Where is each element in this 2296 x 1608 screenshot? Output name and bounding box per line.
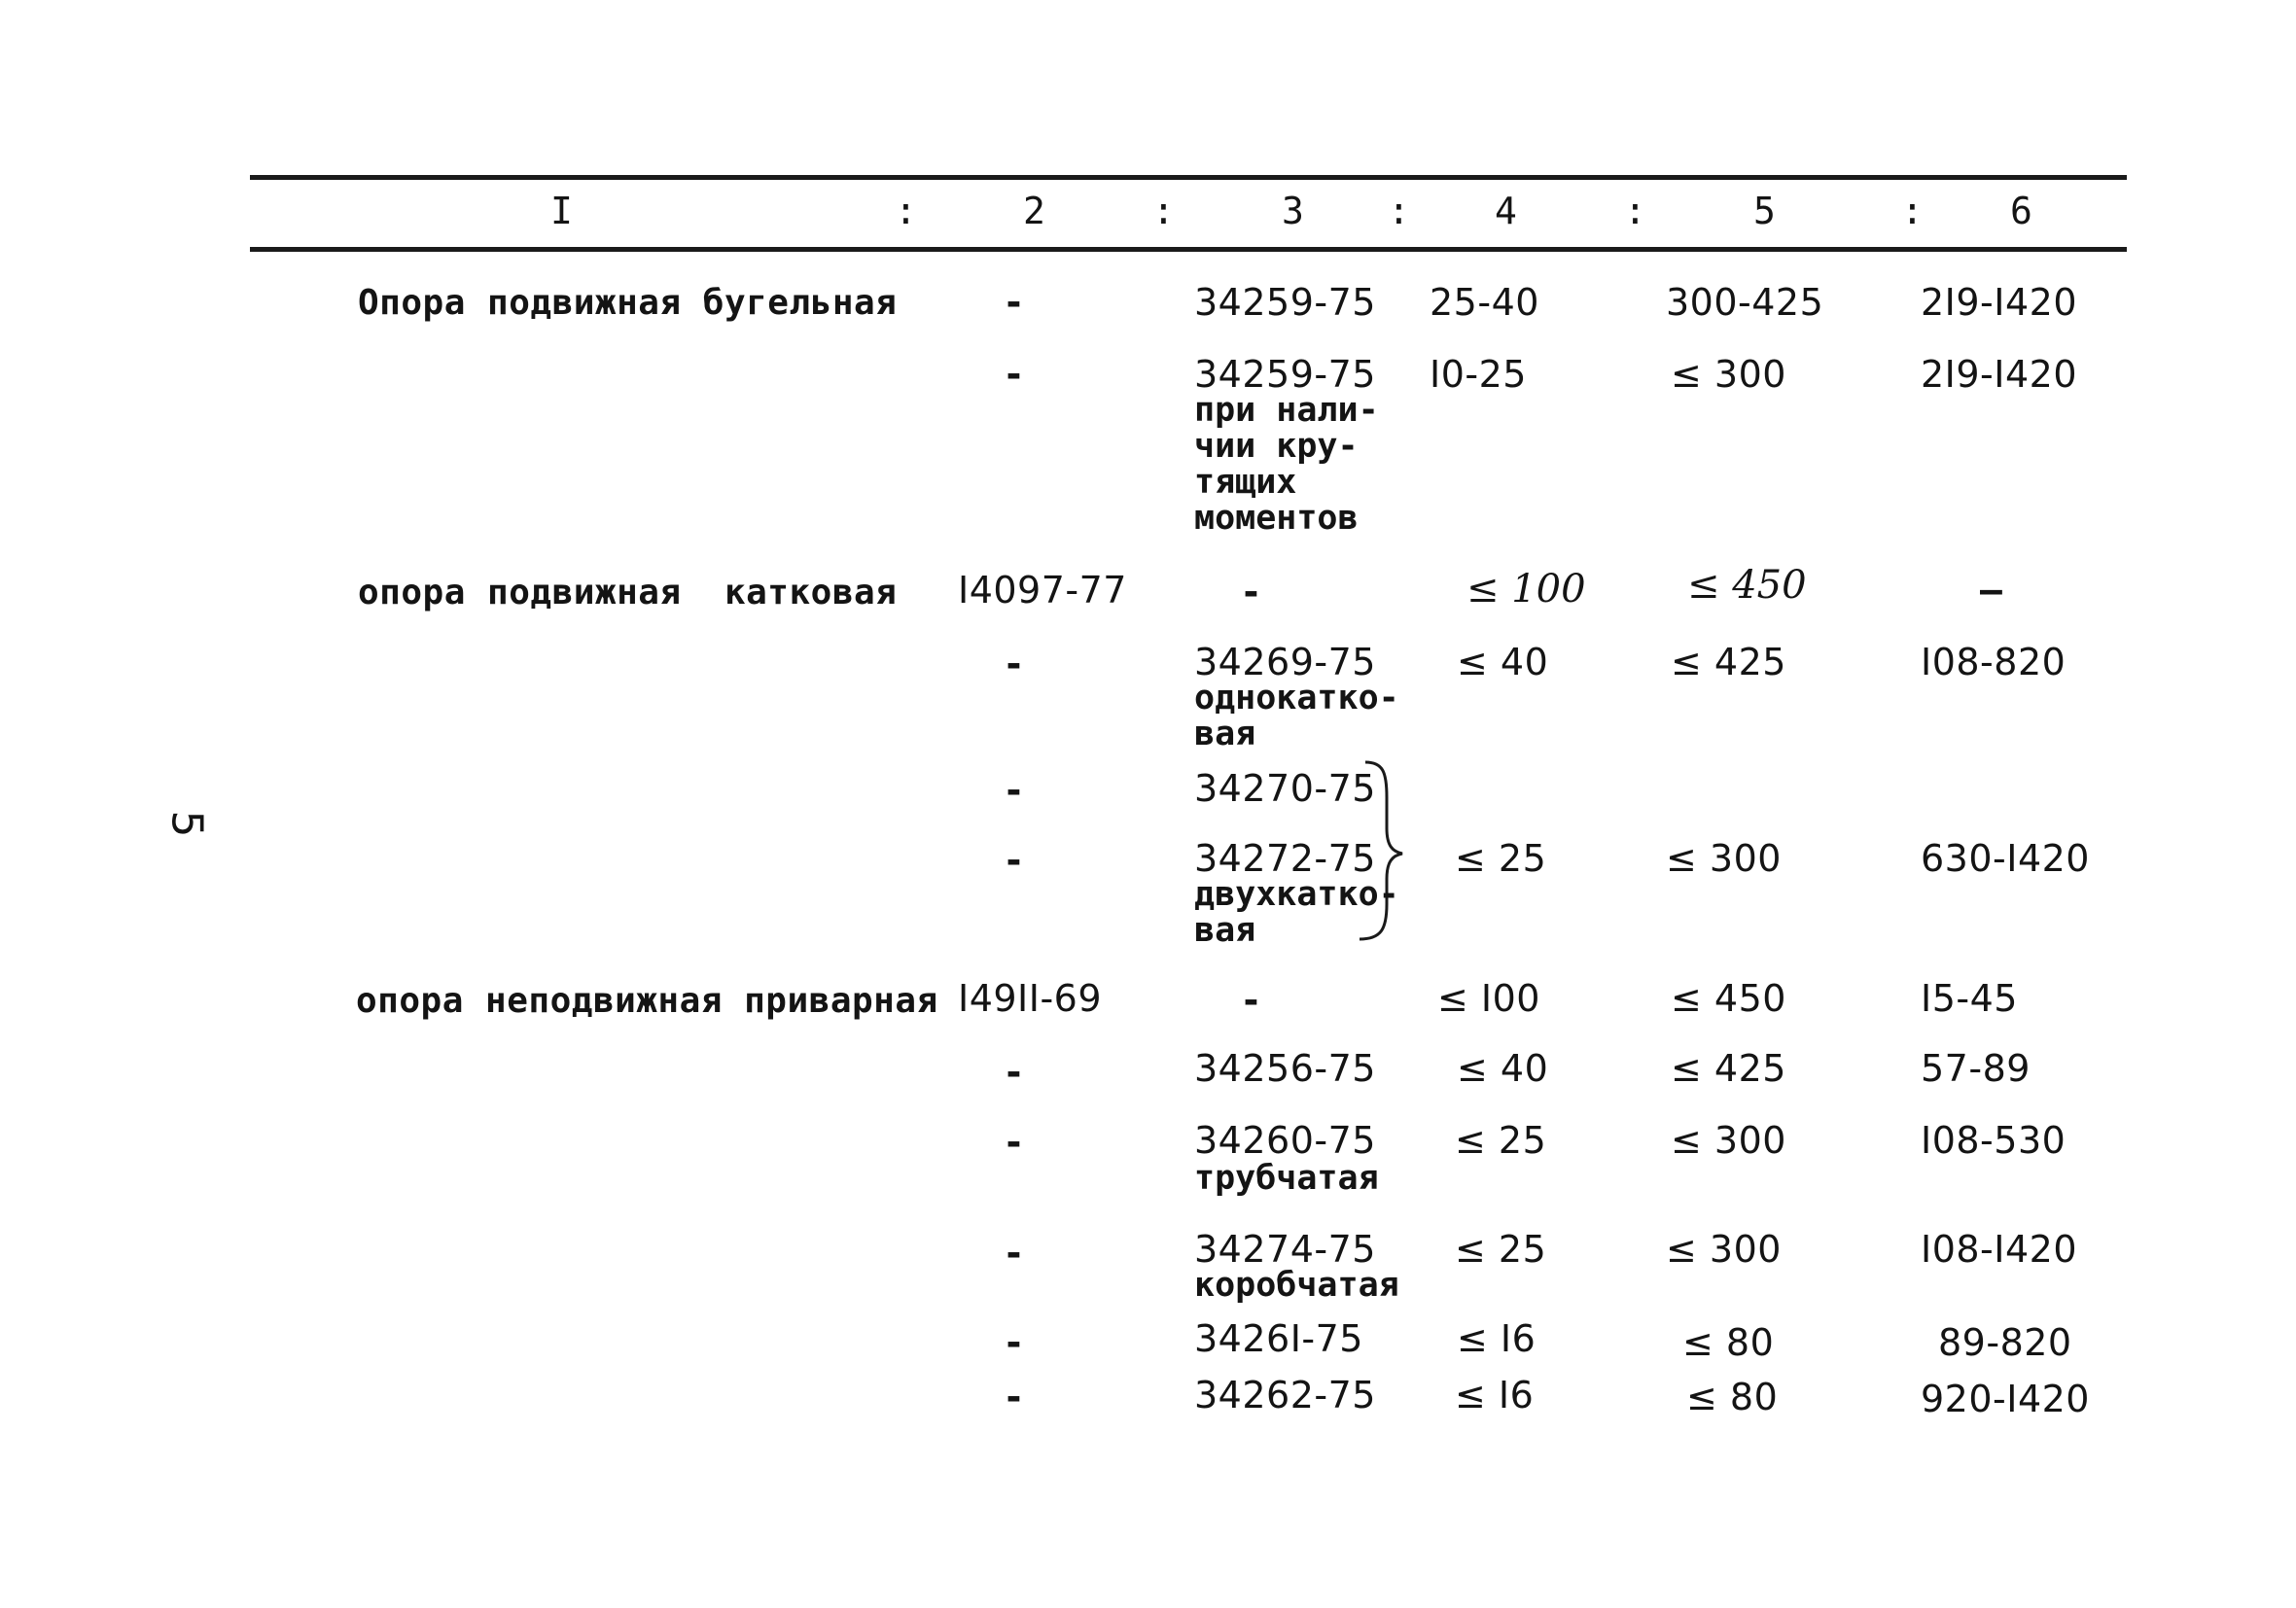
col3-code: 34270-75 bbox=[1194, 767, 1376, 810]
col4-value: ≤ 40 bbox=[1457, 641, 1549, 683]
col3-code: 34262-75 bbox=[1194, 1374, 1376, 1416]
col3-note: однокатко- вая bbox=[1194, 679, 1399, 753]
col4-value: ≤ 25 bbox=[1455, 1228, 1547, 1271]
header-separator: : bbox=[1152, 190, 1175, 232]
col6-value: 630-I420 bbox=[1921, 837, 2090, 880]
col6-value: — bbox=[1980, 569, 2002, 612]
col2-value: I4097-77 bbox=[958, 569, 1127, 612]
col6-value: 920-I420 bbox=[1921, 1378, 2090, 1420]
support-type-name: опора подвижная катковая bbox=[358, 573, 898, 612]
col2-value: - bbox=[1003, 281, 1025, 324]
header-col-1: I bbox=[550, 190, 573, 232]
col5-value: ≤ 80 bbox=[1682, 1321, 1775, 1364]
col2-value: - bbox=[1003, 353, 1025, 396]
header-separator: : bbox=[895, 190, 917, 232]
table-top-rule bbox=[250, 175, 2127, 180]
col6-value: 89-820 bbox=[1938, 1321, 2072, 1364]
col3-note: двухкатко- вая bbox=[1194, 875, 1399, 950]
col6-value: 57-89 bbox=[1921, 1047, 2031, 1090]
col5-value: ≤ 300 bbox=[1666, 1228, 1782, 1271]
col5-value: ≤ 425 bbox=[1671, 641, 1786, 683]
table-header-rule bbox=[250, 247, 2127, 252]
col4-value: ≤ I6 bbox=[1455, 1374, 1535, 1416]
col3-note: при нали- чии кру- тящих моментов bbox=[1194, 391, 1379, 538]
col5-value: ≤ 425 bbox=[1671, 1047, 1786, 1090]
col3-code: 34256-75 bbox=[1194, 1047, 1376, 1090]
col4-value: 25-40 bbox=[1430, 281, 1539, 324]
header-col-3: 3 bbox=[1282, 190, 1304, 232]
col6-value: 2I9-I420 bbox=[1921, 281, 2078, 324]
col4-value: ≤ 25 bbox=[1455, 837, 1547, 880]
support-type-name: опора неподвижная приварная bbox=[356, 981, 938, 1021]
col3-code: 34260-75 bbox=[1194, 1119, 1376, 1162]
col2-value: - bbox=[1003, 643, 1025, 685]
col3-code: 34269-75 bbox=[1194, 641, 1376, 683]
col3-note: трубчатая bbox=[1194, 1159, 1379, 1198]
col4-value: ≤ 100 bbox=[1466, 567, 1586, 612]
col6-value: I08-530 bbox=[1921, 1119, 2066, 1162]
col5-value: ≤ 80 bbox=[1686, 1376, 1779, 1418]
col2-value: - bbox=[1003, 769, 1025, 812]
col3-code: - bbox=[1240, 979, 1262, 1022]
col2-value: - bbox=[1003, 1376, 1025, 1418]
header-col-4: 4 bbox=[1495, 190, 1517, 232]
col5-value: 300-425 bbox=[1666, 281, 1824, 324]
header-separator: : bbox=[1901, 190, 1924, 232]
col3-code: - bbox=[1240, 571, 1262, 613]
header-col-6: 6 bbox=[2010, 190, 2032, 232]
header-separator: : bbox=[1388, 190, 1410, 232]
col2-value: - bbox=[1003, 1121, 1025, 1164]
header-col-2: 2 bbox=[1023, 190, 1045, 232]
col3-code: 34259-75 bbox=[1194, 353, 1376, 396]
header-separator: : bbox=[1624, 190, 1646, 232]
col5-value: ≤ 300 bbox=[1666, 837, 1782, 880]
header-col-5: 5 bbox=[1753, 190, 1776, 232]
col5-value: ≤ 300 bbox=[1671, 353, 1786, 396]
col5-value: ≤ 300 bbox=[1671, 1119, 1786, 1162]
col4-value: ≤ I6 bbox=[1457, 1317, 1537, 1360]
col3-code: 34272-75 bbox=[1194, 837, 1376, 880]
support-type-name: Опора подвижная бугельная bbox=[358, 283, 898, 323]
col2-value: - bbox=[1003, 1051, 1025, 1094]
col6-value: 2I9-I420 bbox=[1921, 353, 2078, 396]
col3-code: 34259-75 bbox=[1194, 281, 1376, 324]
col5-value: ≤ 450 bbox=[1671, 977, 1786, 1020]
col5-value: ≤ 450 bbox=[1687, 563, 1807, 608]
col3-code: 3426I-75 bbox=[1194, 1317, 1363, 1360]
col6-value: I08-I420 bbox=[1921, 1228, 2078, 1271]
col4-value: ≤ 25 bbox=[1455, 1119, 1547, 1162]
col2-value: - bbox=[1003, 1232, 1025, 1275]
page-number: 5 bbox=[161, 810, 212, 838]
col4-value: ≤ I00 bbox=[1437, 977, 1540, 1020]
col2-value: I49II-69 bbox=[958, 977, 1103, 1020]
col4-value: I0-25 bbox=[1430, 353, 1527, 396]
col3-note: коробчатая bbox=[1194, 1266, 1399, 1305]
col4-value: ≤ 40 bbox=[1457, 1047, 1549, 1090]
col6-value: I08-820 bbox=[1921, 641, 2066, 683]
col2-value: - bbox=[1003, 1321, 1025, 1364]
col2-value: - bbox=[1003, 839, 1025, 882]
col3-code: 34274-75 bbox=[1194, 1228, 1376, 1271]
col6-value: I5-45 bbox=[1921, 977, 2018, 1020]
